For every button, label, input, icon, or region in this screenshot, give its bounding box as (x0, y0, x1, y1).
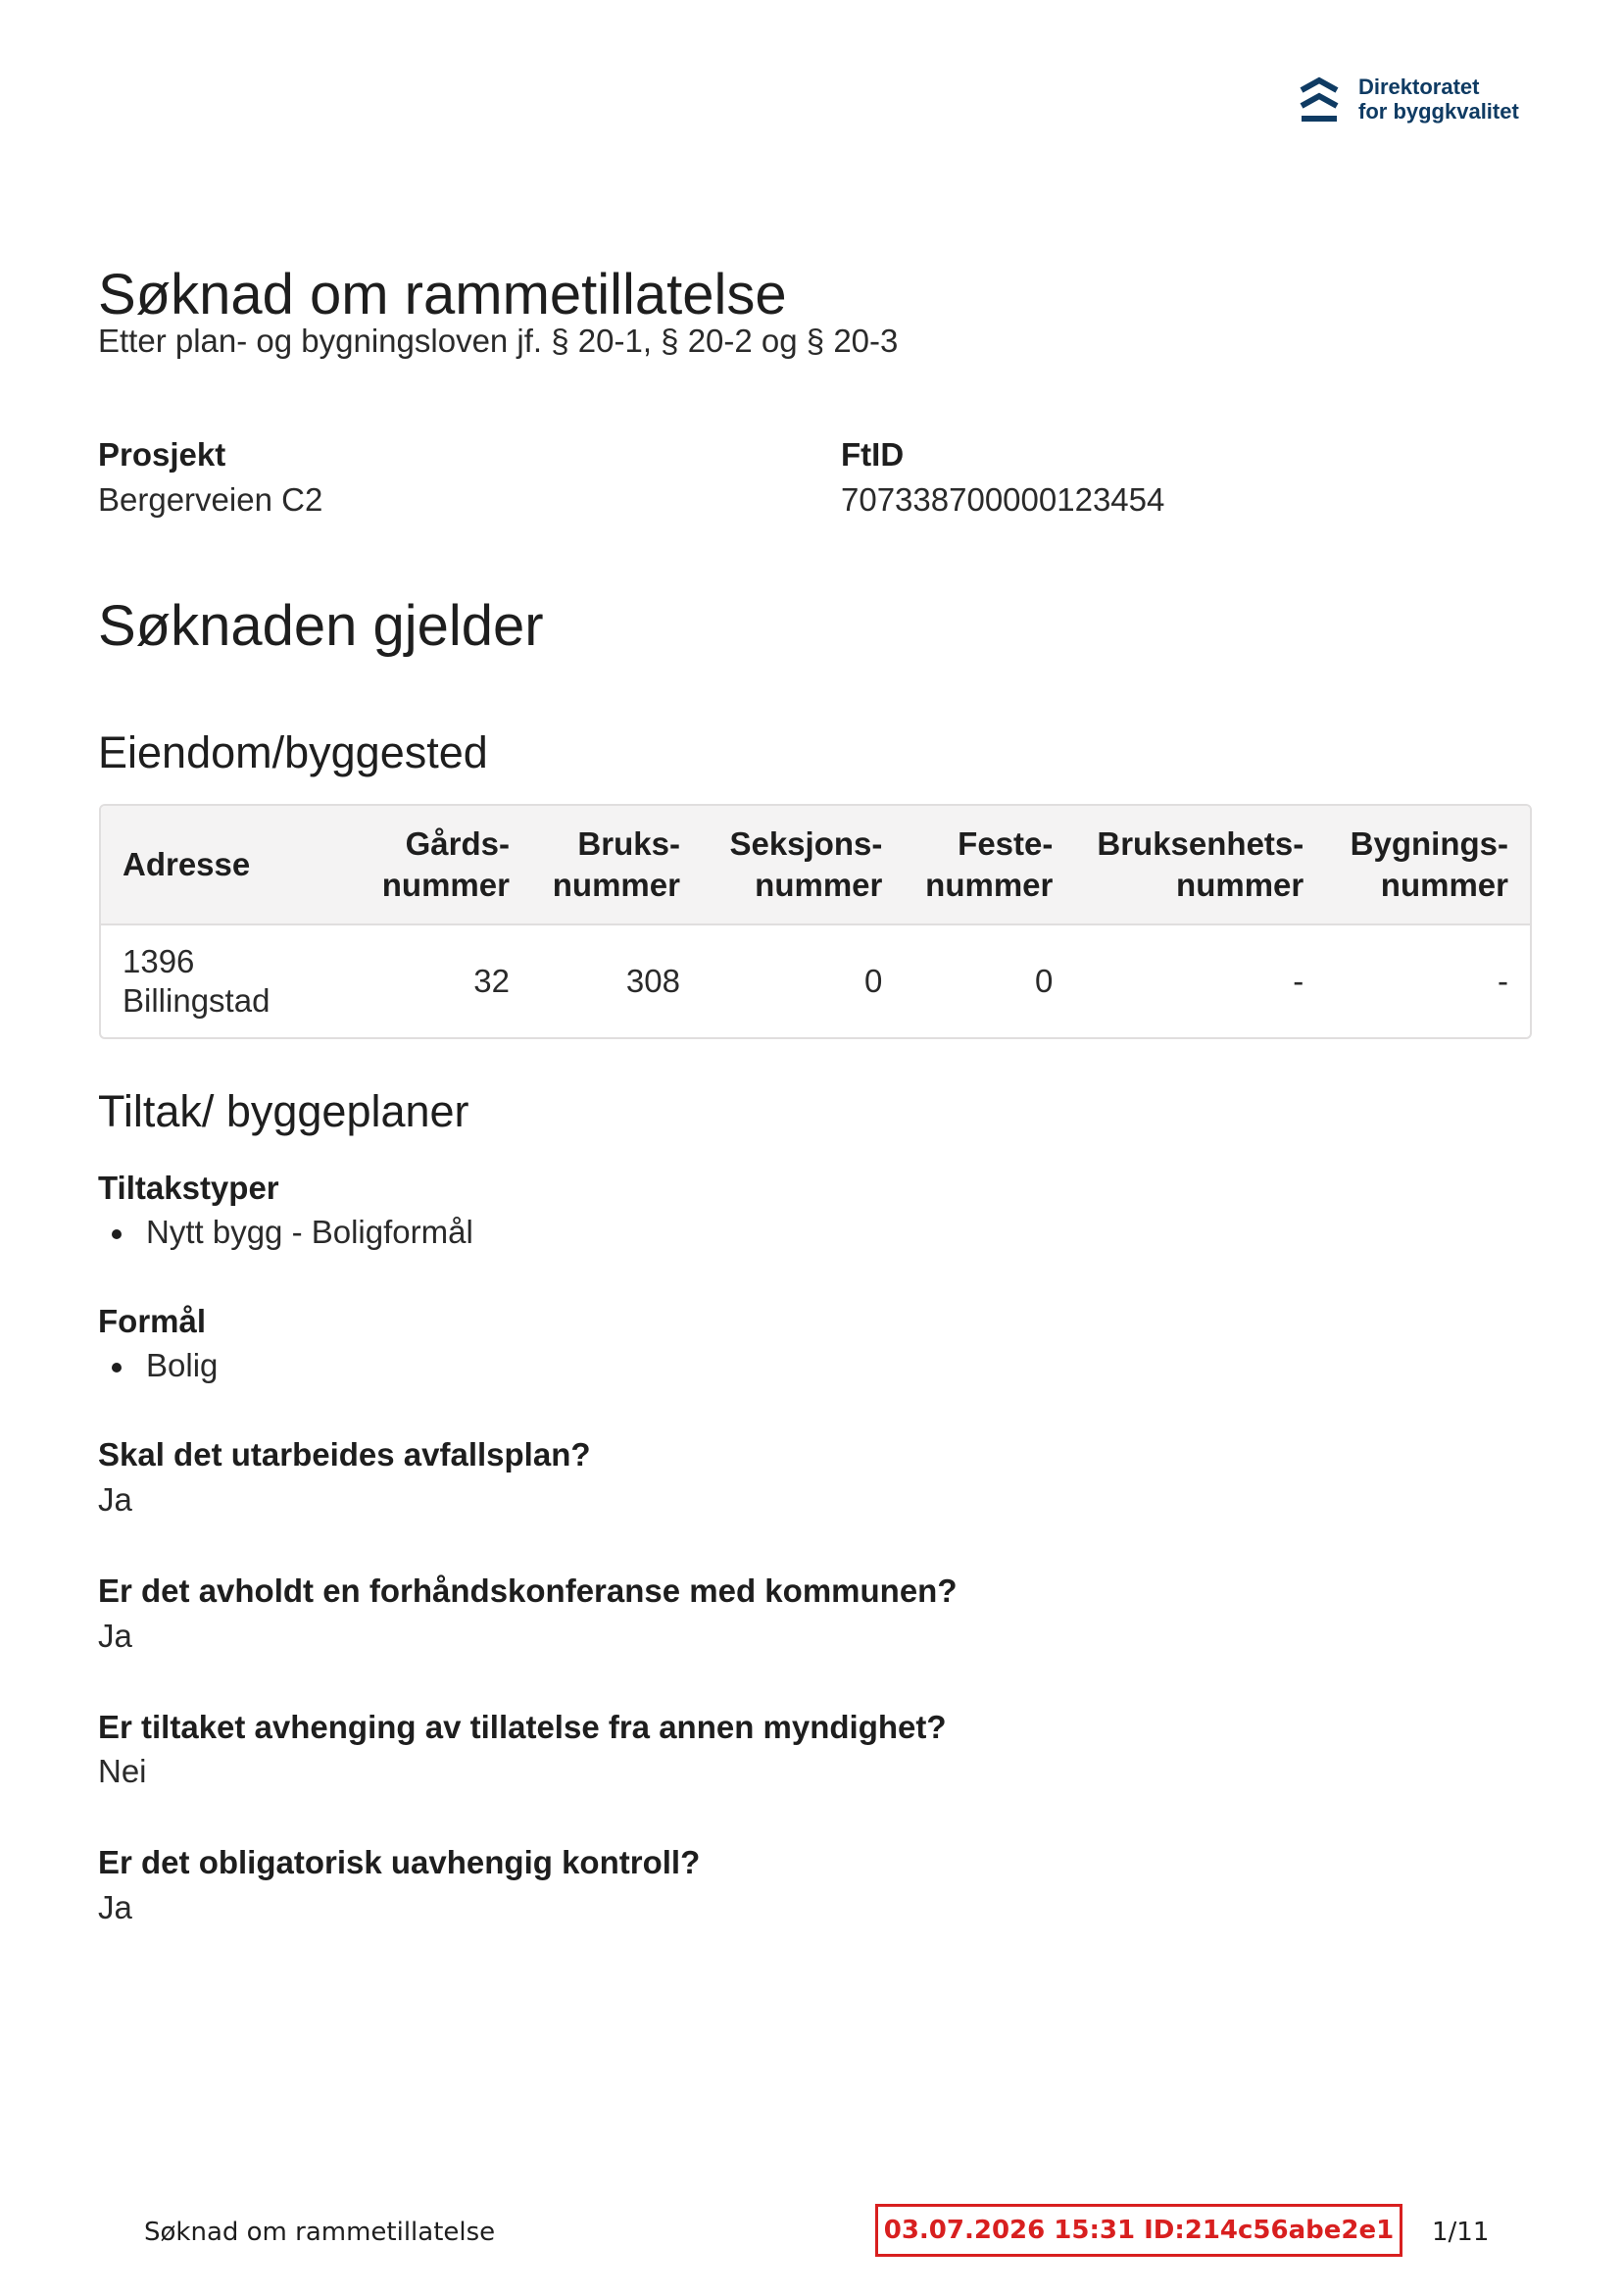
answer-avfallsplan: Ja (98, 1481, 132, 1518)
question-uavhengig-kontroll: Er det obligatorisk uavhengig kontroll? (98, 1844, 701, 1880)
cell-seksjonsnummer: 0 (864, 963, 883, 999)
cell-bruksenhetsnummer: - (1293, 963, 1304, 999)
tiltakstyper-label: Tiltakstyper (98, 1170, 279, 1206)
property-heading: Eiendom/byggested (98, 727, 488, 777)
property-table (99, 804, 1532, 1039)
logo-line-2: for byggkvalitet (1358, 99, 1519, 124)
answer-annen-myndighet: Nei (98, 1753, 147, 1789)
document-subtitle: Etter plan- og bygningsloven jf. § 20-1, § 20-2 og § 20-3 (98, 323, 899, 359)
timestamp-stamp: 03.07.2026 15:31 ID:214c56abe2e1 (875, 2204, 1402, 2257)
column-header: Gårds- nummer (359, 806, 531, 925)
cell-bruksnummer: 308 (625, 963, 680, 999)
cell-festenummer: 0 (1035, 963, 1054, 999)
tiltak-heading: Tiltak/ byggeplaner (98, 1086, 469, 1136)
column-header: Bruksenhets- nummer (1074, 806, 1325, 925)
dibk-logo-icon (1300, 76, 1339, 127)
project-label: Prosjekt (98, 436, 226, 473)
question-avfallsplan: Skal det utarbeides avfallsplan? (98, 1436, 591, 1472)
answer-uavhengig-kontroll: Ja (98, 1889, 132, 1925)
column-header: Bruks- nummer (531, 806, 702, 925)
cell-address: 1396 Billingstad (123, 943, 270, 1019)
column-header: Bygnings- nummer (1325, 806, 1530, 925)
section-title: Søknaden gjelder (98, 594, 544, 658)
footer-title: Søknad om rammetillatelse (144, 2218, 496, 2247)
dibk-logo (1300, 75, 1519, 127)
question-annen-myndighet: Er tiltaket avhenging av tillatelse fra annen myndighet? (98, 1709, 947, 1745)
formal-label: Formål (98, 1303, 207, 1339)
page-number: 1/11 (1432, 2218, 1490, 2247)
answer-forhandskonferanse: Ja (98, 1618, 132, 1654)
column-header: Feste- nummer (904, 806, 1074, 925)
column-header: Adresse (101, 806, 359, 925)
list-item: Bolig (98, 1349, 218, 1381)
document-title: Søknad om rammetillatelse (98, 263, 787, 326)
ftid-value: 707338700000123454 (841, 481, 1165, 518)
tiltakstyper-list (98, 1216, 473, 1248)
project-value: Bergerveien C2 (98, 481, 323, 518)
question-forhandskonferanse: Er det avholdt en forhåndskonferanse med kommunen? (98, 1572, 958, 1609)
ftid-label: FtID (841, 436, 905, 473)
cell-bygningsnummer: - (1498, 963, 1508, 999)
logo-line-1: Direktoratet (1358, 75, 1480, 99)
table-row (101, 925, 1530, 1037)
formal-list (98, 1349, 218, 1381)
list-item: Nytt bygg - Boligformål (98, 1216, 473, 1248)
column-header: Seksjons- nummer (702, 806, 904, 925)
cell-gardsnummer: 32 (473, 963, 510, 999)
logo-text (1358, 75, 1519, 124)
table-header-row (101, 806, 1530, 925)
